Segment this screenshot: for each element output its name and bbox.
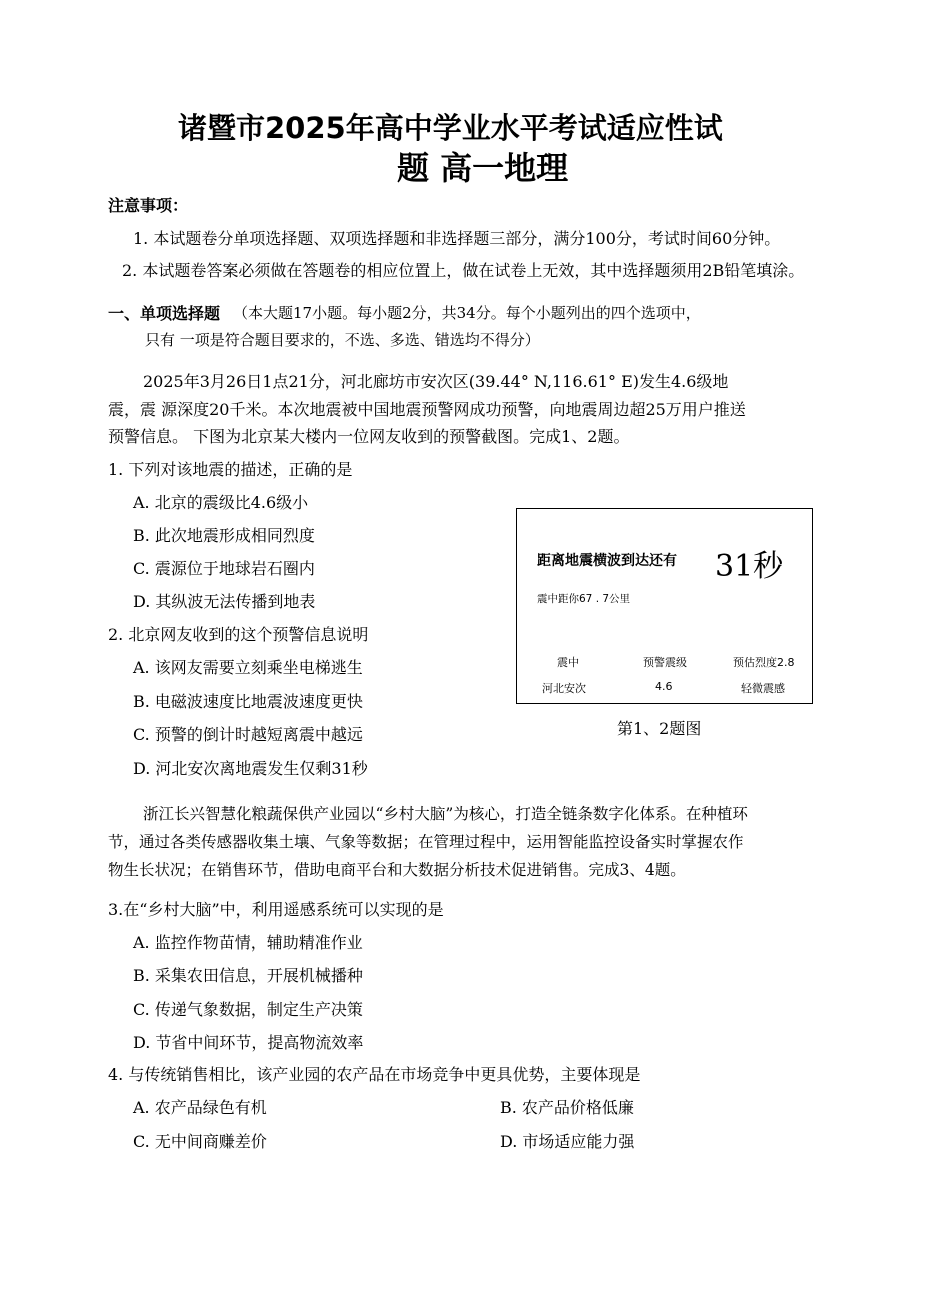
q3-stem: 3.在“乡村大脑”中，利用遥感系统可以实现的是 bbox=[108, 900, 444, 919]
col-value-magnitude: 4.6 bbox=[655, 680, 673, 693]
q4-option-a: A. 农产品绿色有机 bbox=[133, 1098, 267, 1117]
q3-option-c: C. 传递气象数据，制定生产决策 bbox=[133, 1000, 363, 1019]
section1-heading: 一、单项选择题 bbox=[108, 304, 221, 323]
q3-option-d: D. 节省中间环节，提高物流效率 bbox=[133, 1033, 364, 1052]
q2-option-a: A. 该网友需要立刻乘坐电梯逃生 bbox=[133, 658, 363, 677]
q2-stem: 2. 北京网友收到的这个预警信息说明 bbox=[108, 625, 369, 644]
passage1-line2: 震，震 源深度20千米。本次地震被中国地震预警网成功预警，向地震周边超25万用户推送 bbox=[108, 400, 746, 419]
q2-option-d: D. 河北安次离地震发生仅剩31秒 bbox=[133, 759, 368, 778]
section1-desc-line2: 只有 一项是符合题目要求的，不选、多选、错选均不得分） bbox=[145, 331, 540, 349]
notice-item-1: 1. 本试题卷分单项选择题、双项选择题和非选择题三部分，满分100分，考试时间60分钟。 bbox=[133, 229, 781, 248]
q4-option-c: C. 无中间商赚差价 bbox=[133, 1132, 267, 1151]
q1-option-d: D. 其纵波无法传播到地表 bbox=[133, 592, 316, 611]
col-label-epicenter: 震中 bbox=[557, 656, 579, 669]
q3-option-a: A. 监控作物苗情，辅助精准作业 bbox=[133, 933, 363, 952]
col-value-intensity: 轻微震感 bbox=[741, 682, 785, 695]
q1-stem: 1. 下列对该地震的描述，正确的是 bbox=[108, 460, 353, 479]
passage2-line2: 节，通过各类传感器收集土壤、气象等数据；在管理过程中，运用智能监控设备实时掌握农作 bbox=[108, 833, 744, 851]
col-label-magnitude: 预警震级 bbox=[643, 656, 687, 669]
page-title-line2: 题 高一地理 bbox=[397, 149, 569, 187]
col-label-intensity: 预估烈度2.8 bbox=[733, 656, 795, 669]
q1-option-a: A. 北京的震级比4.6级小 bbox=[133, 493, 309, 512]
warning-headline: 距离地震横波到达还有 bbox=[537, 553, 677, 569]
col-value-epicenter: 河北安次 bbox=[542, 682, 586, 695]
page-title-line1: 诸暨市2025年高中学业水平考试适应性试 bbox=[178, 111, 723, 145]
earthquake-warning-figure bbox=[516, 508, 813, 704]
q1-option-c: C. 震源位于地球岩石圈内 bbox=[133, 559, 315, 578]
epicenter-distance: 震中距你67 . 7公里 bbox=[537, 593, 631, 605]
figure-caption: 第1、2题图 bbox=[617, 719, 702, 738]
q1-option-b: B. 此次地震形成相同烈度 bbox=[133, 526, 315, 545]
section1-desc-line1: （本大题17小题。每小题2分，共34分。每个小题列出的四个选项中， bbox=[233, 304, 701, 322]
countdown-value: 31秒 bbox=[715, 549, 784, 584]
q3-option-b: B. 采集农田信息，开展机械播种 bbox=[133, 966, 363, 985]
passage1-line1: 2025年3月26日1点21分，河北廊坊市安次区(39.44° N,116.61° E)发生4.6级地 bbox=[143, 372, 729, 391]
passage1-line3: 预警信息。 下图为北京某大楼内一位网友收到的预警截图。完成1、2题。 bbox=[108, 427, 630, 446]
passage2-line3: 物生长状况；在销售环节，借助电商平台和大数据分析技术促进销售。完成3、4题。 bbox=[108, 861, 686, 879]
q2-option-c: C. 预警的倒计时越短离震中越远 bbox=[133, 725, 363, 744]
q2-option-b: B. 电磁波速度比地震波速度更快 bbox=[133, 692, 363, 711]
passage2-line1: 浙江长兴智慧化粮蔬保供产业园以“乡村大脑”为核心，打造全链条数字化体系。在种植环 bbox=[143, 805, 748, 823]
q4-option-b: B. 农产品价格低廉 bbox=[500, 1098, 634, 1117]
notice-item-2: 2. 本试题卷答案必须做在答题卷的相应位置上，做在试卷上无效，其中选择题须用2B铅笔填涂。 bbox=[122, 261, 805, 280]
q4-option-d: D. 市场适应能力强 bbox=[500, 1132, 635, 1151]
q4-stem: 4. 与传统销售相比，该产业园的农产品在市场竞争中更具优势，主要体现是 bbox=[108, 1065, 641, 1084]
notice-heading: 注意事项： bbox=[108, 196, 189, 215]
